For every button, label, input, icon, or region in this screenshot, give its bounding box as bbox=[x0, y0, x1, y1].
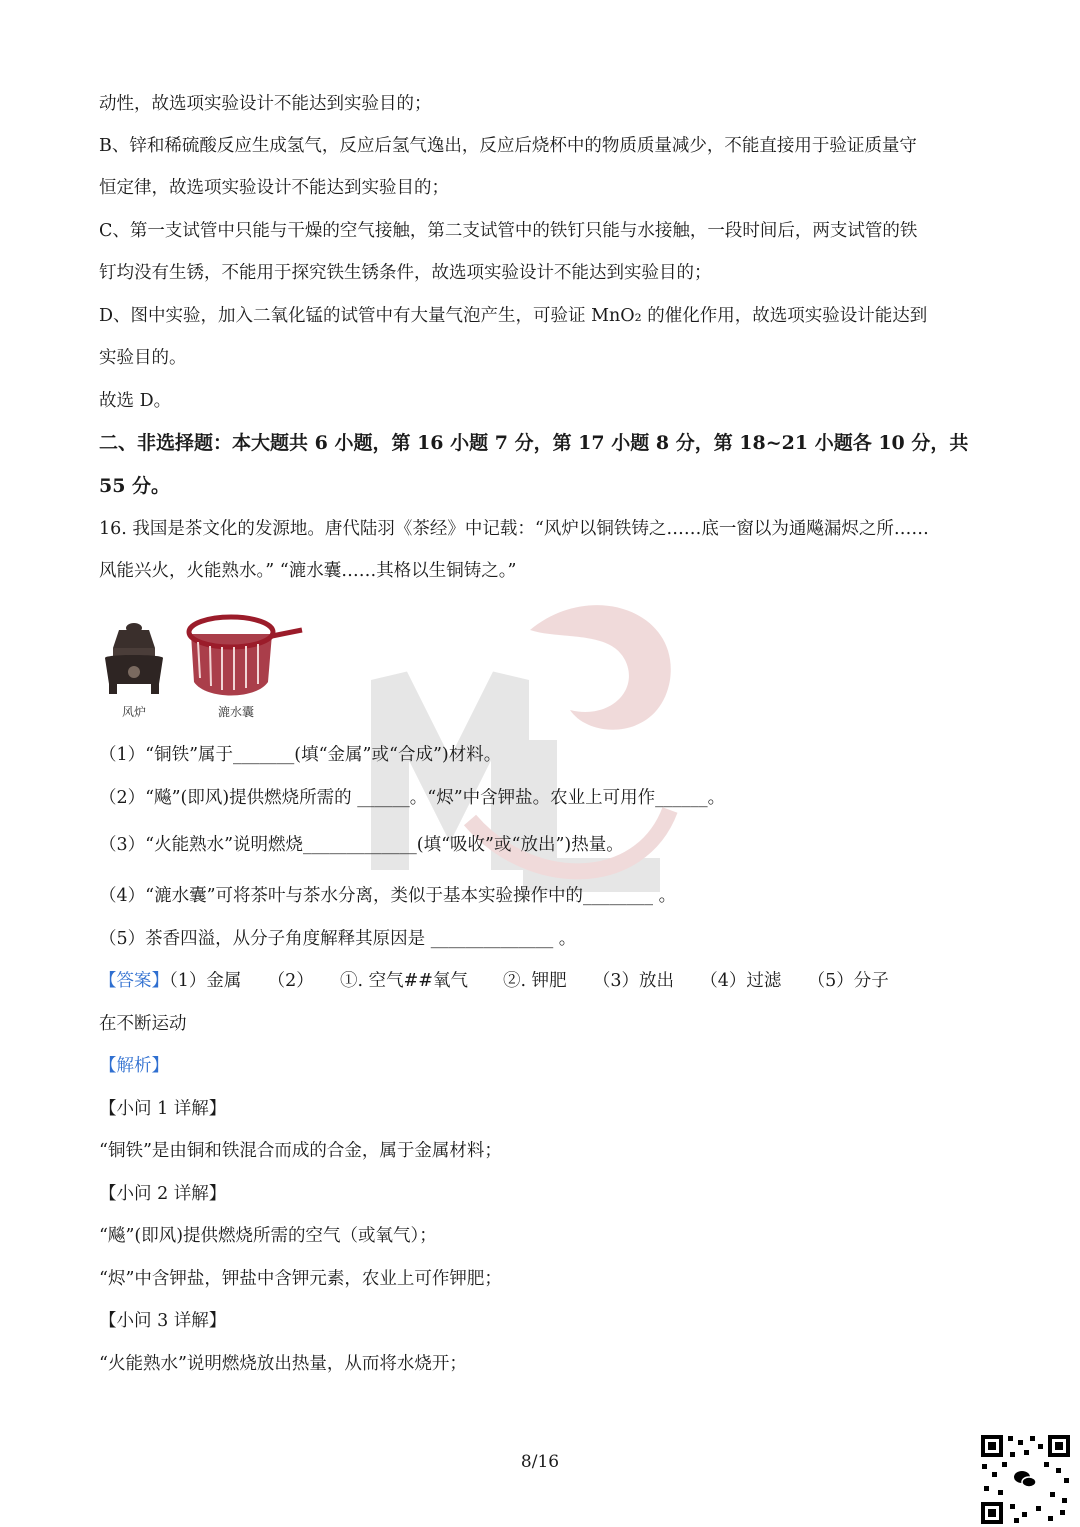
answer-tag: 【答案】 bbox=[99, 971, 169, 991]
sub-question: （1）“铜铁”属于_______(填“金属”或“合成”)材料。 bbox=[99, 745, 502, 765]
detail-heading: 【小问 3 详解】 bbox=[99, 1311, 227, 1331]
question-stem: 16. 我国是茶文化的发源地。唐代陆羽《茶经》中记载：“风炉以铜铁铸之……底一窗以为通飚漏烬之所…… bbox=[99, 519, 929, 539]
detail-heading: 【小问 2 详解】 bbox=[99, 1184, 227, 1204]
page-number: 8/16 bbox=[520, 1452, 560, 1472]
sub-question: （2）“飚”(即风)提供燃烧所需的 ______。“烬”中含钾盐。农业上可用作______。 bbox=[99, 788, 726, 808]
answer-line bbox=[99, 969, 889, 993]
detail-line: “火能熟水”说明燃烧放出热量，从而将水烧开； bbox=[99, 1354, 467, 1374]
detail-heading: 【小问 1 详解】 bbox=[99, 1099, 227, 1119]
water-strainer-image bbox=[186, 612, 306, 702]
tea-stove-image bbox=[99, 618, 169, 698]
body-line: 实验目的。 bbox=[99, 348, 187, 368]
answer-text: （1）金属 （2） ①. 空气##氧气 ②. 钾肥 （3）放出 （4）过滤 （5）分子 bbox=[169, 971, 889, 991]
body-line: 恒定律，故选项实验设计不能达到实验目的； bbox=[99, 178, 449, 198]
figure-label: 漉水囊 bbox=[218, 705, 255, 719]
analysis-tag: 【解析】 bbox=[99, 1056, 169, 1076]
body-line: B、锌和稀硫酸反应生成氢气，反应后氢气逸出，反应后烧杯中的物质质量减少，不能直接用于验证质量守 bbox=[99, 136, 917, 156]
sub-question: （4）“漉水囊”可将茶叶与茶水分离，类似于基本实验操作中的________ 。 bbox=[99, 886, 677, 906]
detail-line: “铜铁”是由铜和铁混合而成的合金，属于金属材料； bbox=[99, 1141, 502, 1161]
detail-line: “烬”中含钾盐，钾盐中含钾元素，农业上可作钾肥； bbox=[99, 1269, 502, 1289]
answer-line: 在不断运动 bbox=[99, 1014, 187, 1034]
body-line: 动性，故选项实验设计不能达到实验目的； bbox=[99, 94, 432, 114]
section-title: 二、非选择题：本大题共 6 小题，第 16 小题 7 分，第 17 小题 8 分，第 18~21 小题各 10 分，共 bbox=[99, 432, 969, 454]
sub-question: （3）“火能熟水”说明燃烧_____________(填“吸收”或“放出”)热量。 bbox=[99, 835, 624, 855]
section-title: 55 分。 bbox=[99, 475, 171, 497]
body-line: D、图中实验，加入二氧化锰的试管中有大量气泡产生，可验证 MnO₂ 的催化作用，故选项实验设计能达到 bbox=[99, 306, 928, 326]
body-line: C、第一支试管中只能与干燥的空气接触，第二支试管中的铁钉只能与水接触，一段时间后，两支试管的铁 bbox=[99, 221, 918, 241]
sub-question: （5）茶香四溢，从分子角度解释其原因是 ______________ 。 bbox=[99, 929, 577, 949]
question-stem: 风能兴火，火能熟水。” “漉水囊……其格以生铜铸之。” bbox=[99, 561, 517, 581]
body-line: 故选 D。 bbox=[99, 391, 172, 411]
body-line: 钉均没有生锈，不能用于探究铁生锈条件，故选项实验设计不能达到实验目的； bbox=[99, 263, 712, 283]
qr-code-icon bbox=[978, 1432, 1073, 1527]
figure-label: 风炉 bbox=[122, 705, 147, 719]
detail-line: “飚”(即风)提供燃烧所需的空气（或氧气）； bbox=[99, 1226, 437, 1246]
